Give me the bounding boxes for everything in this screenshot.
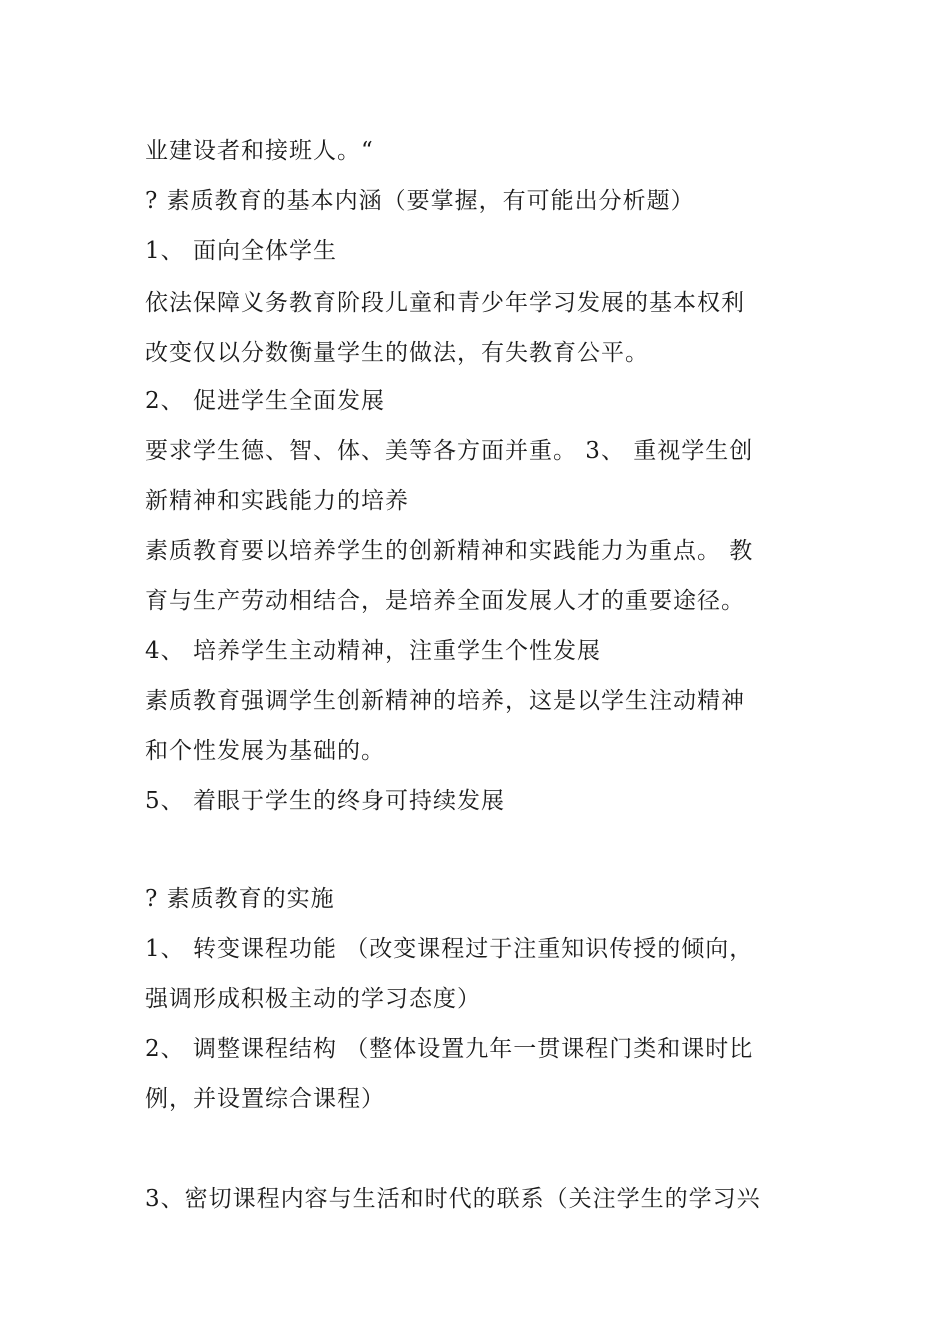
text-line: 1、 转变课程功能 （改变课程过于注重知识传授的倾向，	[145, 936, 754, 962]
text-line: 要求学生德、智、体、美等各方面并重。 3、 重视学生创	[145, 438, 754, 464]
text-line: 素质教育要以培养学生的创新精神和实践能力为重点。 教	[145, 538, 754, 564]
text-line: 2、 调整课程结构 （整体设置九年一贯课程门类和课时比	[145, 1036, 754, 1062]
text-line: 5、 着眼于学生的终身可持续发展	[145, 788, 505, 814]
text-line: 新精神和实践能力的培养	[145, 488, 409, 514]
text-line: 素质教育强调学生创新精神的培养，这是以学生注动精神	[145, 688, 745, 714]
text-line: 2、 促进学生全面发展	[145, 388, 385, 414]
text-line: 依法保障义务教育阶段儿童和青少年学习发展的基本权利	[145, 290, 745, 316]
section-heading: ? 素质教育的实施	[145, 886, 335, 912]
text-line: 改变仅以分数衡量学生的做法，有失教育公平。	[145, 340, 649, 366]
text-line: 例，并设置综合课程）	[145, 1086, 385, 1112]
section-heading: ? 素质教育的基本内涵（要掌握，有可能出分析题）	[145, 188, 695, 214]
text-line: 强调形成积极主动的学习态度）	[145, 986, 481, 1012]
text-line: 3、密切课程内容与生活和时代的联系（关注学生的学习兴	[145, 1186, 761, 1212]
text-line: 和个性发展为基础的。	[145, 738, 385, 764]
text-line: 1、 面向全体学生	[145, 238, 337, 264]
text-line: 育与生产劳动相结合，是培养全面发展人才的重要途径。	[145, 588, 745, 614]
text-line: 4、 培养学生主动精神，注重学生个性发展	[145, 638, 601, 664]
text-line: 业建设者和接班人。“	[145, 138, 374, 164]
